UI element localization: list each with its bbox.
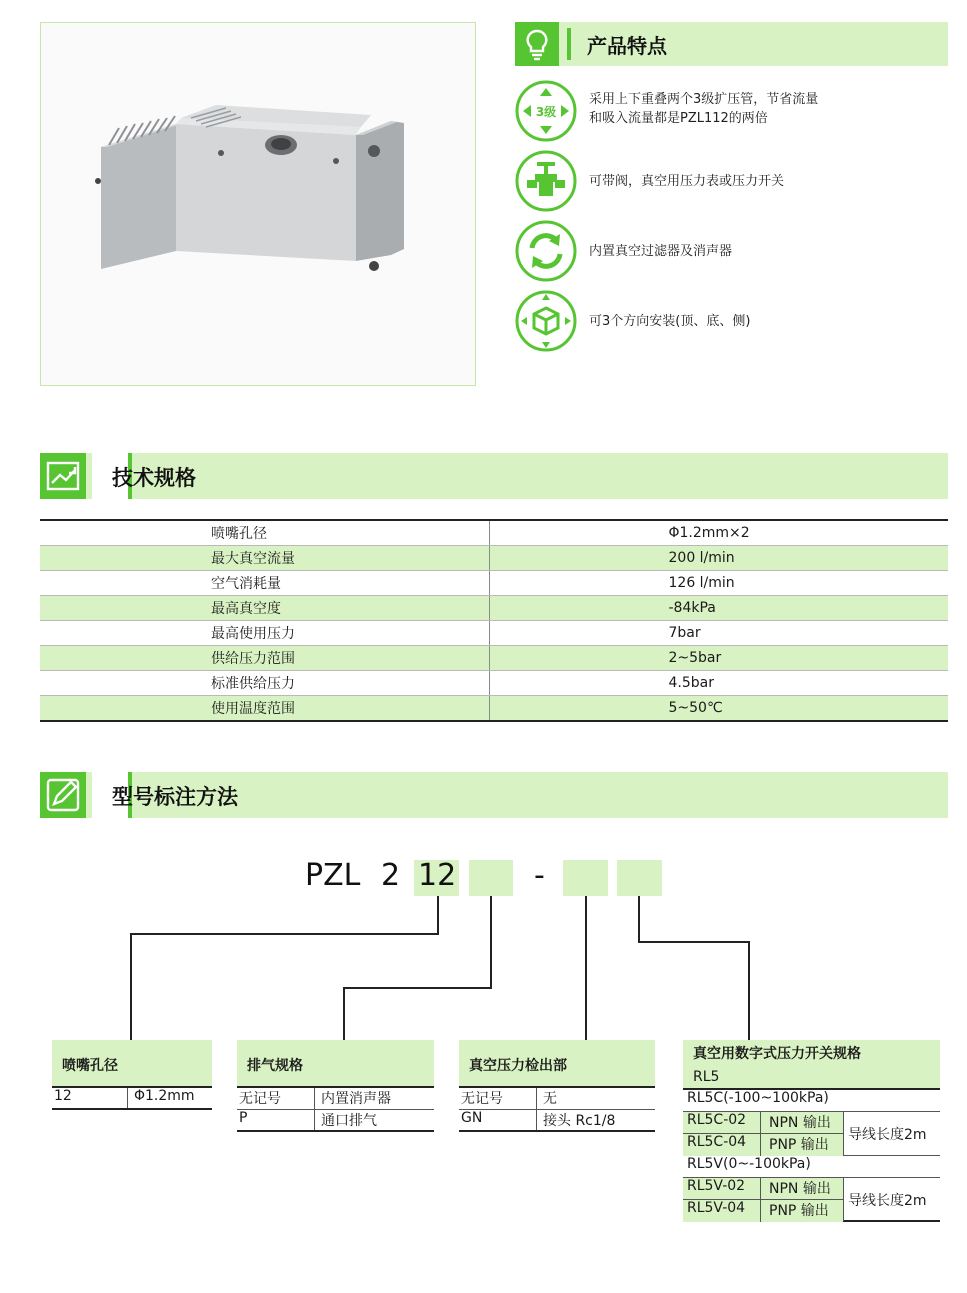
connector-line bbox=[638, 941, 750, 943]
feature-text-3: 内置真空过滤器及消声器 bbox=[589, 244, 733, 259]
connector-line bbox=[437, 896, 439, 934]
pencil-edit-icon bbox=[40, 772, 86, 818]
table-row: GN 接头 Rc1/8 bbox=[459, 1110, 655, 1132]
model-dash: - bbox=[534, 858, 545, 893]
vacuum-detect-table bbox=[459, 1040, 655, 1132]
table-row: 喷嘴孔径 Φ1.2mm×2 bbox=[40, 520, 948, 545]
connector-line bbox=[585, 896, 587, 1040]
connector-line bbox=[748, 941, 750, 1040]
recycle-arrows-icon bbox=[515, 220, 577, 282]
3-stage-diffuser-icon bbox=[515, 80, 577, 142]
cube-mount-icon bbox=[515, 290, 577, 352]
model-vacuum-box bbox=[563, 860, 608, 896]
connector-line bbox=[130, 933, 439, 935]
nozzle-table bbox=[52, 1040, 212, 1110]
table-row: 最高使用压力 7bar bbox=[40, 620, 948, 645]
feature-item-4 bbox=[515, 290, 945, 354]
model-exhaust-box bbox=[469, 860, 513, 896]
table-row: P 通口排气 bbox=[237, 1110, 434, 1132]
specs-header bbox=[40, 453, 948, 499]
vacuum-table-title: 真空压力检出部 bbox=[459, 1040, 655, 1088]
table-row: RL5V-02 NPN 输出 bbox=[683, 1178, 843, 1200]
switch-group-name: RL5C(-100~100kPa) bbox=[683, 1090, 940, 1112]
svg-text:3级: 3级 bbox=[535, 105, 557, 119]
model-title: 型号标注方法 bbox=[112, 785, 238, 809]
table-row: 无记号 无 bbox=[459, 1088, 655, 1110]
wire-length: 导线长度2m bbox=[843, 1178, 940, 1221]
table-row: RL5C-04 PNP 输出 bbox=[683, 1134, 843, 1156]
connector-line bbox=[490, 896, 492, 988]
switch-group bbox=[683, 1178, 940, 1222]
valve-icon bbox=[515, 150, 577, 212]
switch-group-name: RL5V(0~-100kPa) bbox=[683, 1156, 940, 1178]
product-photo bbox=[40, 22, 476, 386]
trend-chart-icon bbox=[40, 453, 86, 499]
exhaust-table bbox=[237, 1040, 434, 1132]
model-prefix: PZL bbox=[305, 858, 361, 893]
connector-line bbox=[130, 933, 132, 1040]
switch-table-title: 真空用数字式压力开关规格 RL5 bbox=[683, 1040, 940, 1090]
table-row: 12 Φ1.2mm bbox=[52, 1088, 212, 1110]
model-header bbox=[40, 772, 948, 818]
table-row: RL5V-04 PNP 输出 bbox=[683, 1200, 843, 1222]
connector-line bbox=[343, 987, 492, 989]
features-title: 产品特点 bbox=[587, 34, 667, 58]
vacuum-ejector-image bbox=[41, 23, 477, 387]
table-row: 使用温度范围 5~50℃ bbox=[40, 696, 948, 721]
exhaust-table-title: 排气规格 bbox=[237, 1040, 434, 1088]
table-row: 最大真空流量 200 l/min bbox=[40, 545, 948, 570]
lightbulb-icon bbox=[515, 22, 559, 66]
table-row: 标准供给压力 4.5bar bbox=[40, 671, 948, 696]
model-stage: 2 bbox=[381, 858, 401, 893]
feature-item-2 bbox=[515, 150, 945, 214]
feature-text-2: 可带阀，真空用压力表或压力开关 bbox=[589, 174, 785, 189]
model-switch-box bbox=[617, 860, 662, 896]
table-row: 无记号 内置消声器 bbox=[237, 1088, 434, 1110]
pressure-switch-table bbox=[683, 1040, 940, 1222]
feature-item-3 bbox=[515, 220, 945, 284]
wire-length: 导线长度2m bbox=[843, 1112, 940, 1155]
feature-text-4: 可3个方向安装(顶、底、侧) bbox=[589, 314, 751, 329]
feature-text-1: 采用上下重叠两个3级扩压管，节省流量 和吸入流量都是PZL112的两倍 bbox=[589, 92, 819, 126]
header-accent-bar bbox=[567, 28, 571, 60]
table-row: 空气消耗量 126 l/min bbox=[40, 570, 948, 595]
feature-item-1 bbox=[515, 80, 945, 144]
table-row: 供给压力范围 2~5bar bbox=[40, 645, 948, 670]
switch-group bbox=[683, 1112, 940, 1156]
specs-title: 技术规格 bbox=[112, 466, 196, 490]
nozzle-table-title: 喷嘴孔径 bbox=[52, 1040, 212, 1088]
table-row: RL5C-02 NPN 输出 bbox=[683, 1112, 843, 1134]
spec-table bbox=[40, 519, 948, 722]
connector-line bbox=[343, 987, 345, 1040]
connector-line bbox=[638, 896, 640, 942]
features-header bbox=[515, 22, 948, 66]
table-row: 最高真空度 -84kPa bbox=[40, 595, 948, 620]
model-nozzle: 12 bbox=[418, 858, 457, 893]
